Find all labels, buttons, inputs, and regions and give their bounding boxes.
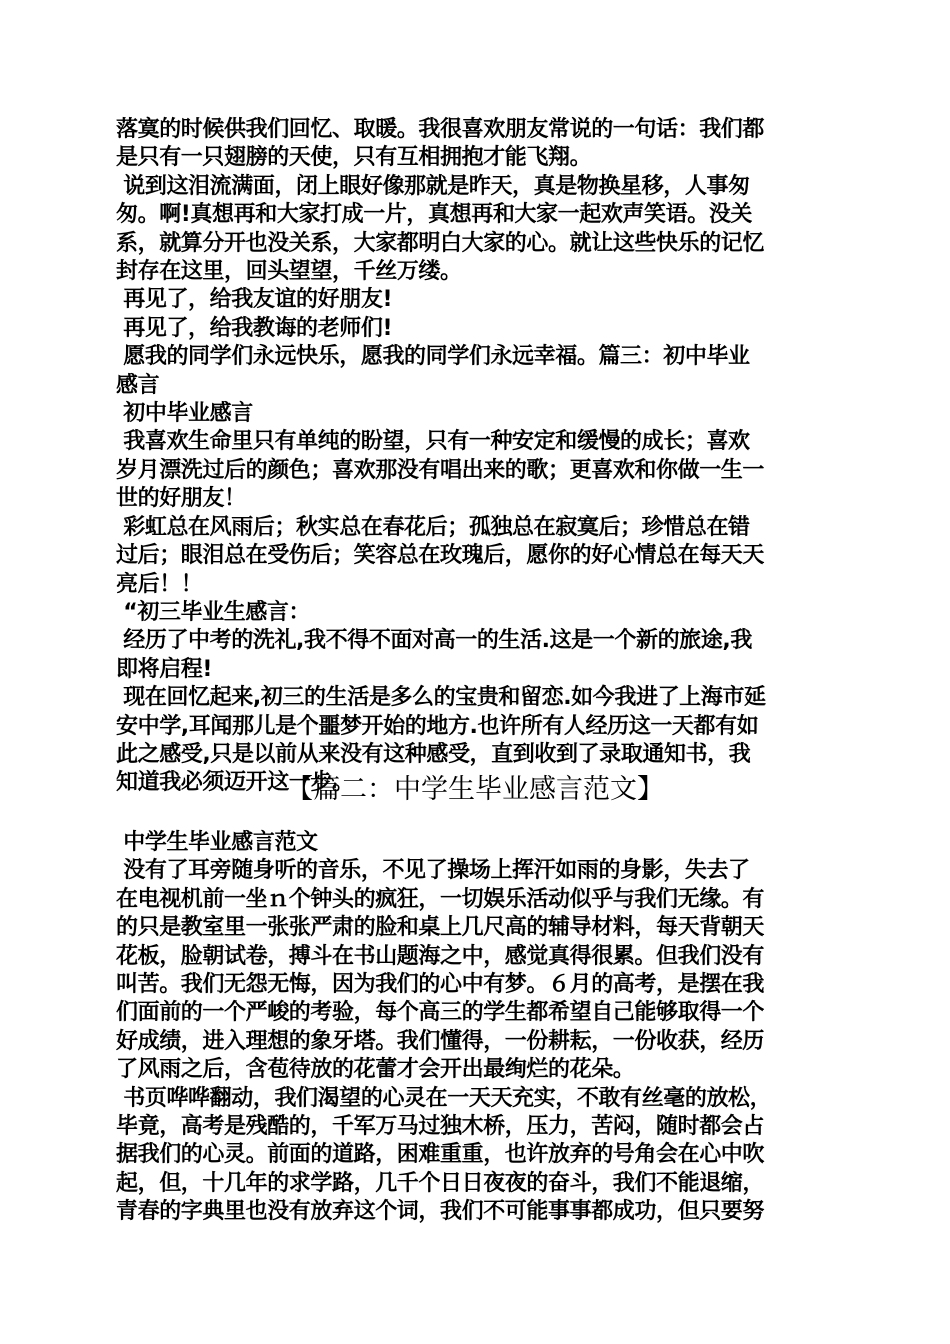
text-line: 好成绩，进入理想的象牙塔。我们懂得，一份耕耘，一份收获，经历 (116, 1028, 765, 1054)
text-line: 系，就算分开也没关系，大家都明白大家的心。就让这些快乐的记忆 (116, 230, 765, 256)
section-1-text (116, 116, 836, 798)
text-line: 毕竟，高考是残酷的，千军万马过独木桥，压力，苦闷，随时都会占 (116, 1114, 765, 1140)
text-line: 过后；眼泪总在受伤后；笑容总在玫瑰后，愿你的好心情总在每天天 (116, 543, 765, 569)
text-line: 青春的字典里也没有放弃这个词，我们不可能事事都成功，但只要努 (116, 1199, 765, 1225)
text-line: 经历了中考的洗礼,我不得不面对高一的生活.这是一个新的旅途,我 (116, 628, 752, 654)
text-line: 据我们的心灵。前面的道路，困难重重，也许放弃的号角会在心中吹 (116, 1142, 765, 1168)
text-line: 再见了，给我友谊的好朋友! (116, 287, 393, 313)
section-2-text (116, 829, 836, 1227)
text-line: 亮后！！ (116, 571, 203, 597)
section-heading: 【篇二：中学生毕业感言范文】 (286, 774, 664, 805)
text-line: 现在回忆起来,初三的生活是多么的宝贵和留恋.如今我进了上海市延 (116, 685, 766, 711)
text-line: 再见了，给我教诲的老师们! (116, 315, 393, 341)
text-line: 花板，脸朝试卷，搏斗在书山题海之中，感觉真得很累。但我们没有 (116, 943, 765, 969)
text-line: 彩虹总在风雨后；秋实总在春花后；孤独总在寂寞后；珍惜总在错 (116, 514, 750, 540)
text-line: 没有了耳旁随身听的音乐，不见了操场上挥汗如雨的身影，失去了 (116, 858, 750, 884)
text-line: 们面前的一个严峻的考验，每个高三的学生都希望自己能够取得一个 (116, 1000, 765, 1026)
text-line: 愿我的同学们永远快乐，愿我的同学们永远幸福。篇三：初中毕业 (116, 344, 750, 370)
text-line: 我喜欢生命里只有单纯的盼望，只有一种安定和缓慢的成长；喜欢 (116, 429, 750, 455)
text-line: 感言 (116, 372, 160, 398)
text-line: 世的好朋友！ (116, 486, 246, 512)
text-line: 此之感受,只是以前从来没有这种感受，直到收到了录取通知书，我 (116, 741, 751, 767)
text-line: 在电视机前一坐ｎ个钟头的疯狂，一切娱乐活动似乎与我们无缘。有 (116, 886, 765, 912)
text-line: 落寞的时候供我们回忆、取暖。我很喜欢朋友常说的一句话：我们都 (116, 117, 765, 142)
text-line: “初三毕业生感言： (116, 599, 311, 625)
text-line: 初中毕业感言 (116, 401, 253, 427)
text-line: 叫苦。我们无怨无悔，因为我们的心中有梦。６月的高考，是摆在我 (116, 972, 765, 998)
text-line: 即将启程! (116, 656, 213, 682)
text-line: 封存在这里，回头望望，千丝万缕。 (116, 259, 462, 285)
text-line: 说到这泪流满面，闭上眼好像那就是昨天，真是物换星移，人事匆 (116, 173, 750, 199)
text-line: 匆。啊!真想再和大家打成一片，真想再和大家一起欢声笑语。没关 (116, 202, 753, 228)
text-line: 岁月漂洗过后的颜色；喜欢那没有唱出来的歌；更喜欢和你做一生一 (116, 457, 765, 483)
text-line: 中学生毕业感言范文 (116, 830, 318, 855)
text-line: 的只是教室里一张张严肃的脸和桌上几尺高的辅导材料，每天背朝天 (116, 915, 765, 941)
text-line: 知道我必须迈开这一步。 (116, 770, 354, 796)
text-line: 了风雨之后，含苞待放的花蕾才会开出最绚烂的花朵。 (116, 1057, 635, 1083)
text-line: 书页哗哗翻动，我们渴望的心灵在一天天充实，不敢有丝毫的放松， (116, 1085, 772, 1111)
text-line: 安中学,耳闻那儿是个噩梦开始的地方.也许所有人经历这一天都有如 (116, 713, 759, 739)
text-line: 起，但，十几年的求学路，几千个日日夜夜的奋斗，我们不能退缩， (116, 1170, 765, 1196)
text-line: 是只有一只翅膀的天使，只有互相拥抱才能飞翔。 (116, 145, 592, 171)
